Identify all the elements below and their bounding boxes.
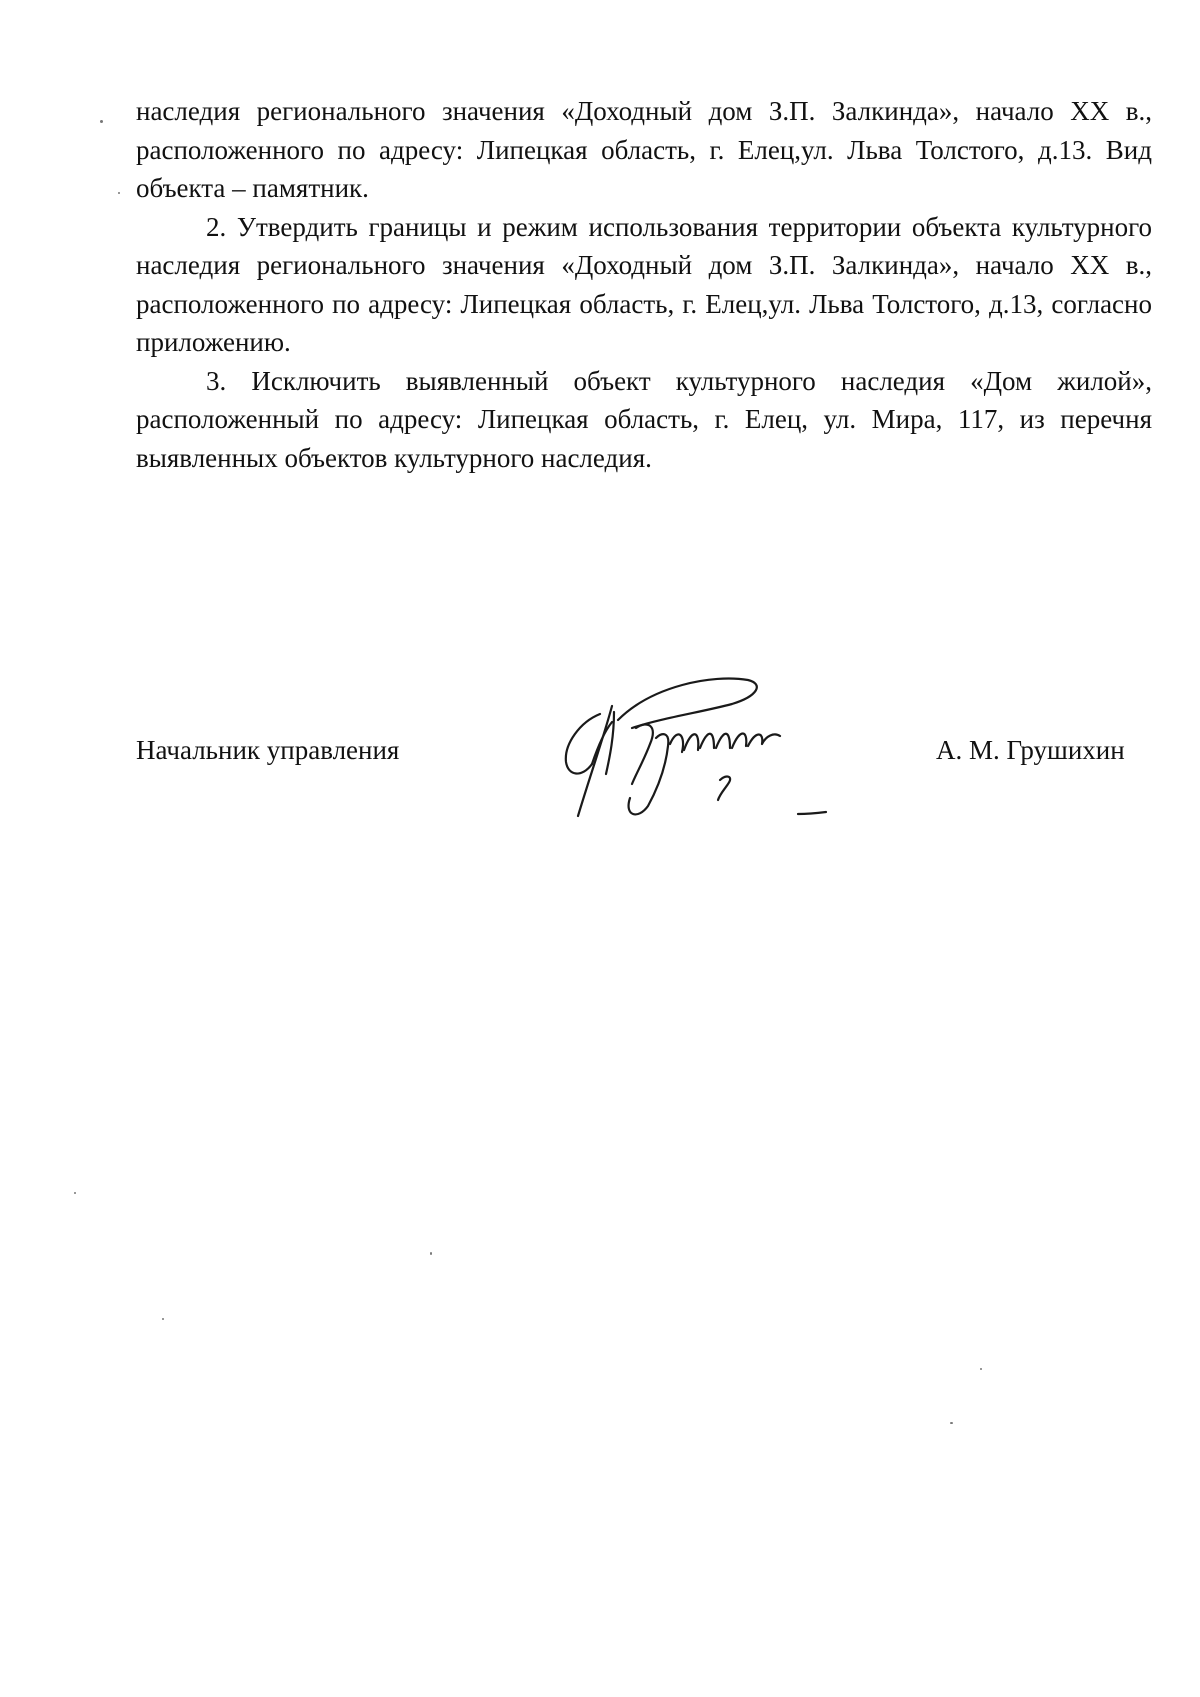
scan-speck [100,120,103,123]
scan-speck [162,1318,164,1320]
signature-block [136,730,1152,770]
scan-speck [980,1368,982,1370]
scan-speck [950,1422,953,1424]
paragraph-continuation: наследия регионального значения «Доходный дом З.П. Залкинда», начало XX в., расположенного по адресу: Липецкая область, г. Елец,ул. Льва Толстого, д.13. Вид объекта – памятник. [136,96,1152,203]
scan-speck [74,1192,76,1194]
scan-speck [430,1252,432,1255]
paragraph-item-2: 2. Утвердить границы и режим использования территории объекта культурного наследия регионального значения «Доходный дом З.П. Залкинда», начало XX в., расположенного по адресу: Липецкая область, г. Елец,ул. Льва Толстого, д.13, согласно приложению. [136,211,1152,357]
document-body [136,92,1152,477]
paragraph-item-3: 3. Исключить выявленный объект культурного наследия «Дом жилой», расположенный по адресу: Липецкая область, г. Елец, ул. Мира, 117, из перечня выявленных объектов культурного наследия. [136,365,1152,473]
scan-speck [118,192,120,194]
signatory-title: Начальник управления [136,735,400,765]
signatory-name: А. М. Грушихин [936,735,1125,765]
